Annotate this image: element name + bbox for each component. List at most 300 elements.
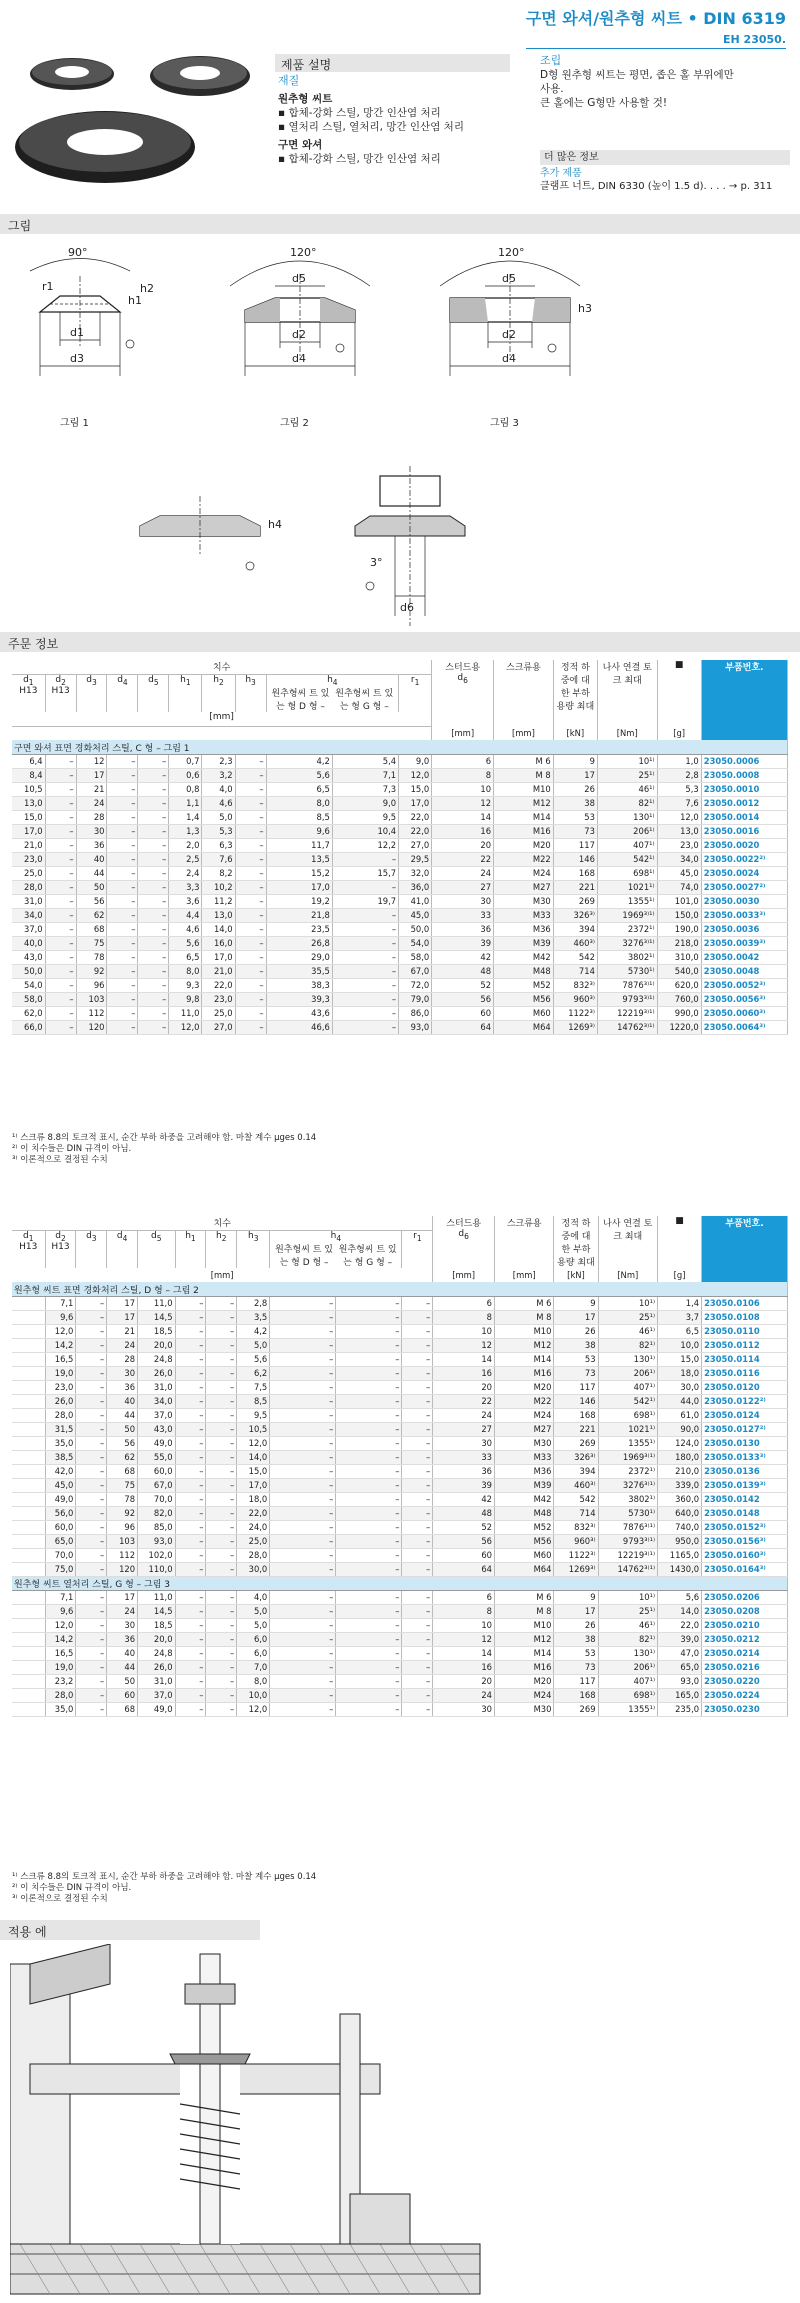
part-number-cell[interactable]: 23050.0152³⁾ — [702, 1520, 788, 1534]
table-cell: 42 — [433, 1492, 495, 1506]
part-number-cell[interactable]: 23050.0148 — [702, 1506, 788, 1520]
table-cell: M14 — [494, 1352, 553, 1366]
more-info-title: 더 많은 정보 — [540, 150, 790, 165]
table-cell: – — [206, 1534, 237, 1548]
table-cell: 10¹⁾ — [597, 754, 657, 768]
table-cell: – — [336, 1506, 402, 1520]
table-cell: 16 — [433, 1366, 495, 1380]
table-cell: 28,0 — [45, 1688, 76, 1702]
table-cell: 221 — [553, 880, 597, 894]
table-cell: – — [270, 1464, 336, 1478]
part-number-cell[interactable]: 23050.0056³⁾ — [701, 992, 787, 1006]
svg-text:d1: d1 — [70, 326, 84, 339]
table-cell: – — [402, 1422, 433, 1436]
table-cell: – — [138, 782, 169, 796]
col-header-h1: $h_1$ — [175, 1230, 206, 1268]
table-cell: 34,0 — [657, 852, 701, 866]
table-cell: 38 — [553, 796, 597, 810]
table-cell: – — [270, 1478, 336, 1492]
table-cell: 49,0 — [138, 1436, 175, 1450]
assembly-heading: 조립 — [540, 54, 562, 67]
table-cell: 6,5 — [169, 950, 202, 964]
table-cell: – — [206, 1422, 237, 1436]
table-cell: 12,0 — [657, 810, 701, 824]
table-cell: – — [206, 1590, 237, 1604]
table-cell: M10 — [494, 782, 554, 796]
table-cell: – — [175, 1492, 206, 1506]
part-number-cell[interactable]: 23050.0060³⁾ — [701, 1006, 787, 1020]
col-header-dims: 치수 — [12, 1216, 433, 1230]
table-row — [12, 992, 788, 1006]
table-cell: – — [107, 824, 138, 838]
table-cell — [12, 1450, 45, 1464]
table-cell: 1,1 — [169, 796, 202, 810]
part-number-cell[interactable]: 23050.0133³⁾ — [702, 1450, 788, 1464]
table-cell: 14762³⁾¹⁾ — [597, 1020, 657, 1034]
table-cell: 25¹⁾ — [597, 768, 657, 782]
table-cell: 714 — [553, 964, 597, 978]
col-header-bolt: 스터드용 $d_6$ — [433, 1216, 495, 1268]
table-cell: 42,0 — [45, 1464, 76, 1478]
table-cell: 55,0 — [138, 1450, 175, 1464]
part-number-cell[interactable]: 23050.0164³⁾ — [702, 1562, 788, 1576]
table-cell: 68 — [76, 922, 107, 936]
table-header-row — [12, 660, 788, 674]
part-number-cell[interactable]: 23050.0136 — [702, 1464, 788, 1478]
table-cell: – — [138, 852, 169, 866]
part-number-cell[interactable]: 23050.0022²⁾ — [701, 852, 787, 866]
order-table-washers — [12, 660, 788, 1035]
part-number-cell[interactable]: 23050.0108 — [702, 1310, 788, 1324]
table-cell: 52 — [432, 978, 494, 992]
part-number-cell[interactable]: 23050.0033³⁾ — [701, 908, 787, 922]
table-cell: – — [107, 768, 138, 782]
table-cell: M30 — [494, 1702, 553, 1716]
table-cell: – — [336, 1366, 402, 1380]
table-cell: – — [175, 1380, 206, 1394]
part-number-cell[interactable]: 23050.0012 — [701, 796, 787, 810]
table-cell: 23,0 — [657, 838, 701, 852]
table-cell: 48 — [433, 1506, 495, 1520]
table-cell: – — [332, 936, 398, 950]
table-cell: 74,0 — [657, 880, 701, 894]
table-cell: 2372¹⁾ — [597, 922, 657, 936]
table-cell: 38 — [554, 1338, 598, 1352]
table-cell: – — [270, 1590, 336, 1604]
part-number-cell[interactable]: 23050.0210 — [702, 1618, 788, 1632]
part-number-cell[interactable]: 23050.0110 — [702, 1324, 788, 1338]
table-cell: 19,0 — [45, 1366, 76, 1380]
table-cell: – — [76, 1660, 107, 1674]
table-cell: 206¹⁾ — [598, 1660, 657, 1674]
table-cell: 9,8 — [169, 992, 202, 1006]
part-number-cell[interactable]: 23050.0014 — [701, 810, 787, 824]
table-cell: 54,0 — [12, 978, 45, 992]
table-cell: – — [332, 992, 398, 1006]
part-number-cell[interactable]: 23050.0064³⁾ — [701, 1020, 787, 1034]
part-number-cell[interactable]: 23050.0122²⁾ — [702, 1394, 788, 1408]
table-row — [12, 1324, 788, 1338]
table-cell: M39 — [494, 1478, 553, 1492]
table-cell: 1220,0 — [657, 1020, 701, 1034]
figures-section-title: 그림 — [0, 214, 800, 234]
part-number-cell[interactable]: 23050.0120 — [702, 1380, 788, 1394]
extra-products-link[interactable]: 클램프 너트, DIN 6330 (높이 1.5 d). . . . → p. 311 — [540, 181, 773, 192]
table-cell: – — [336, 1352, 402, 1366]
table-cell: – — [235, 978, 266, 992]
part-number-cell[interactable]: 23050.0208 — [702, 1604, 788, 1618]
table-cell: 10,0 — [658, 1338, 702, 1352]
part-number-cell[interactable]: 23050.0048 — [701, 964, 787, 978]
table-cell: 760,0 — [657, 992, 701, 1006]
part-number-cell[interactable]: 23050.0016 — [701, 824, 787, 838]
col-header-d5: $d_5$ — [138, 674, 169, 712]
table-cell: M33 — [494, 908, 554, 922]
table-cell: – — [336, 1478, 402, 1492]
table-cell: M30 — [494, 1436, 553, 1450]
table-row — [12, 754, 788, 768]
table-cell: M33 — [494, 1450, 553, 1464]
part-number-cell[interactable]: 23050.0160³⁾ — [702, 1548, 788, 1562]
table-cell: 2,8 — [237, 1296, 270, 1310]
part-number-cell[interactable]: 23050.0212 — [702, 1632, 788, 1646]
table-cell: – — [336, 1562, 402, 1576]
table-cell: 30 — [433, 1436, 495, 1450]
table-cell: M30 — [494, 894, 554, 908]
table-row — [12, 1394, 788, 1408]
col-header-dims: 치수 — [12, 660, 432, 674]
table-cell: 14,0 — [237, 1450, 270, 1464]
table-cell: 24,8 — [138, 1646, 175, 1660]
table-cell: 56 — [107, 1436, 138, 1450]
table-cell: 130¹⁾ — [598, 1646, 657, 1660]
table-cell: 14,2 — [45, 1338, 76, 1352]
table-cell: – — [402, 1352, 433, 1366]
table-cell: 832³⁾ — [553, 978, 597, 992]
part-number-cell[interactable]: 23050.0010 — [701, 782, 787, 796]
header — [526, 6, 786, 49]
table-cell: – — [332, 964, 398, 978]
table-cell: 27,0 — [399, 838, 432, 852]
table-cell: 6,2 — [237, 1366, 270, 1380]
part-number-cell[interactable]: 23050.0027²⁾ — [701, 880, 787, 894]
table-cell: 3,5 — [237, 1310, 270, 1324]
table-cell: 18,0 — [658, 1366, 702, 1380]
table-cell: 206¹⁾ — [598, 1366, 657, 1380]
table-cell: 12219³⁾¹⁾ — [598, 1548, 657, 1562]
table-cell: 14,2 — [45, 1632, 76, 1646]
table-cell: 150,0 — [657, 908, 701, 922]
table-cell: – — [76, 1450, 107, 1464]
part-number-cell[interactable]: 23050.0114 — [702, 1352, 788, 1366]
part-number-cell[interactable]: 23050.0116 — [702, 1366, 788, 1380]
table-cell: 9 — [554, 1590, 598, 1604]
table-cell: – — [270, 1380, 336, 1394]
table-cell: M16 — [494, 1366, 553, 1380]
table-cell: M60 — [494, 1006, 554, 1020]
table-cell: 43,0 — [138, 1422, 175, 1436]
table-cell: 65,0 — [658, 1660, 702, 1674]
table-cell: – — [76, 1618, 107, 1632]
part-number-cell[interactable]: 23050.0006 — [701, 754, 787, 768]
table-cell: – — [336, 1408, 402, 1422]
table-cell: – — [175, 1324, 206, 1338]
table-cell: 30,0 — [237, 1562, 270, 1576]
table-cell — [12, 1590, 45, 1604]
table-cell: 70,0 — [138, 1492, 175, 1506]
table-cell: 30 — [432, 894, 494, 908]
table-cell: 60,0 — [45, 1520, 76, 1534]
part-number-cell[interactable]: 23050.0039³⁾ — [701, 936, 787, 950]
part-number-cell[interactable]: 23050.0206 — [702, 1590, 788, 1604]
table-cell: 117 — [554, 1674, 598, 1688]
table-row — [12, 1352, 788, 1366]
table-cell: – — [76, 1296, 107, 1310]
table-cell: 10,2 — [202, 880, 235, 894]
table-cell: – — [107, 908, 138, 922]
table-cell: – — [206, 1478, 237, 1492]
table-cell: 11,0 — [169, 1006, 202, 1020]
table-cell: – — [76, 1478, 107, 1492]
table-cell: 1,3 — [169, 824, 202, 838]
table-cell: 5730¹⁾ — [597, 964, 657, 978]
table-cell: – — [336, 1660, 402, 1674]
table-cell: – — [45, 908, 76, 922]
col-header-h4: $h_4$ 원추형씨 트 있는 형 D 형 – 원추형씨 트 있는 형 G 형 – — [266, 674, 399, 712]
table-cell: 112 — [76, 1006, 107, 1020]
washer-title: 구면 와셔 — [278, 139, 323, 151]
table-cell: 31,0 — [138, 1674, 175, 1688]
weight-icon: ■ — [658, 1216, 702, 1268]
part-number-cell[interactable]: 23050.0230 — [702, 1702, 788, 1716]
part-number-cell[interactable]: 23050.0214 — [702, 1646, 788, 1660]
table-cell: M24 — [494, 1688, 553, 1702]
table-cell: – — [138, 936, 169, 950]
table-cell: – — [76, 1422, 107, 1436]
table-cell: 5,4 — [332, 754, 398, 768]
part-number-cell[interactable]: 23050.0124 — [702, 1408, 788, 1422]
table-cell: – — [76, 1548, 107, 1562]
col-header-d3: $d_3$ — [76, 674, 107, 712]
table-cell: M48 — [494, 964, 554, 978]
table-cell: 24,8 — [138, 1352, 175, 1366]
table-cell: 12219³⁾¹⁾ — [597, 1006, 657, 1020]
table-cell: 34,0 — [12, 908, 45, 922]
part-number-cell[interactable]: 23050.0127²⁾ — [702, 1422, 788, 1436]
table-cell: 14,0 — [658, 1604, 702, 1618]
table-cell — [12, 1548, 45, 1562]
table-cell: 168 — [554, 1688, 598, 1702]
table-cell: – — [270, 1436, 336, 1450]
table-cell: – — [107, 978, 138, 992]
table-cell — [12, 1380, 45, 1394]
svg-text:d3: d3 — [70, 352, 84, 365]
table-cell — [12, 1674, 45, 1688]
table-cell: 17,0 — [202, 950, 235, 964]
col-header-d5: $d_5$ — [138, 1230, 175, 1268]
part-number-cell[interactable]: 23050.0052³⁾ — [701, 978, 787, 992]
part-number-cell[interactable]: 23050.0036 — [701, 922, 787, 936]
footnotes-1 — [12, 1133, 316, 1166]
svg-text:d5: d5 — [292, 272, 306, 285]
table-cell: 6 — [433, 1296, 495, 1310]
table-cell: M42 — [494, 950, 554, 964]
part-number-cell[interactable]: 23050.0142 — [702, 1492, 788, 1506]
table-cell: – — [402, 1548, 433, 1562]
part-number-cell[interactable]: 23050.0020 — [701, 838, 787, 852]
table-cell: 6,4 — [12, 754, 45, 768]
table-cell: – — [45, 992, 76, 1006]
table-cell: 75 — [107, 1478, 138, 1492]
table-cell: 1355¹⁾ — [598, 1436, 657, 1450]
col-header-r1: $r_1$ — [399, 674, 432, 712]
table-cell: 58,0 — [399, 950, 432, 964]
col-header-d2: $d_2$ H13 — [45, 674, 76, 712]
table-cell: M14 — [494, 1646, 553, 1660]
table-cell: – — [402, 1590, 433, 1604]
category-row: 원추형 씨트 표면 경화처리 스틸, D 형 – 그림 2 — [12, 1282, 788, 1296]
table-cell: – — [175, 1422, 206, 1436]
table-cell: 43,0 — [12, 950, 45, 964]
table-cell: 1122³⁾ — [553, 1006, 597, 1020]
figure-3-drawing — [440, 246, 592, 376]
table-cell: 22,0 — [237, 1506, 270, 1520]
table-cell: 1269³⁾ — [554, 1562, 598, 1576]
table-cell: 33 — [432, 908, 494, 922]
table-cell: 9793³⁾¹⁾ — [598, 1534, 657, 1548]
part-number-cell[interactable]: 23050.0139³⁾ — [702, 1478, 788, 1492]
table-cell: 407¹⁾ — [598, 1674, 657, 1688]
table-row — [12, 1492, 788, 1506]
part-number-cell[interactable]: 23050.0008 — [701, 768, 787, 782]
table-cell: – — [138, 796, 169, 810]
table-cell: 24 — [432, 866, 494, 880]
part-number-cell[interactable]: 23050.0042 — [701, 950, 787, 964]
part-number-cell[interactable]: 23050.0106 — [702, 1296, 788, 1310]
table-cell: – — [175, 1338, 206, 1352]
table-cell: 13,0 — [202, 908, 235, 922]
table-cell: 93,0 — [399, 1020, 432, 1034]
table-cell: – — [336, 1688, 402, 1702]
table-row — [12, 1464, 788, 1478]
table-cell: 950,0 — [658, 1534, 702, 1548]
table-cell: 10¹⁾ — [598, 1590, 657, 1604]
part-number-cell[interactable]: 23050.0216 — [702, 1660, 788, 1674]
table-cell: 17 — [554, 1310, 598, 1324]
table-cell: – — [175, 1310, 206, 1324]
table-cell: – — [336, 1380, 402, 1394]
table-cell: 12 — [433, 1632, 495, 1646]
table-cell: M 8 — [494, 1310, 553, 1324]
table-cell: 5,0 — [202, 810, 235, 824]
table-cell: 29,5 — [399, 852, 432, 866]
table-cell: 12,0 — [169, 1020, 202, 1034]
table-row — [12, 880, 788, 894]
table-cell: 15,2 — [266, 866, 332, 880]
table-cell: 206¹⁾ — [597, 824, 657, 838]
table-cell: – — [402, 1296, 433, 1310]
table-cell — [12, 1436, 45, 1450]
table-cell: – — [45, 824, 76, 838]
table-cell: 23,2 — [45, 1674, 76, 1688]
part-number-cell[interactable]: 23050.0112 — [702, 1338, 788, 1352]
table-cell: 43,6 — [266, 1006, 332, 1020]
table-cell: 6,3 — [202, 838, 235, 852]
table-cell: M22 — [494, 1394, 553, 1408]
table-cell: – — [402, 1338, 433, 1352]
svg-text:d4: d4 — [502, 352, 516, 365]
table-cell: 26,0 — [45, 1394, 76, 1408]
table-cell: 9,5 — [237, 1408, 270, 1422]
part-number-cell[interactable]: 23050.0030 — [701, 894, 787, 908]
table-cell: 53 — [554, 1352, 598, 1366]
table-cell: 832³⁾ — [554, 1520, 598, 1534]
table-row — [12, 978, 788, 992]
table-cell: M12 — [494, 1338, 553, 1352]
table-cell: 10,5 — [12, 782, 45, 796]
table-cell: – — [336, 1632, 402, 1646]
svg-text:h4: h4 — [268, 518, 282, 531]
part-number-cell[interactable]: 23050.0156³⁾ — [702, 1534, 788, 1548]
table-row — [12, 1604, 788, 1618]
part-number-cell[interactable]: 23050.0220 — [702, 1674, 788, 1688]
table-row — [12, 1020, 788, 1034]
table-cell: – — [175, 1674, 206, 1688]
footnote: ¹⁾ 스크류 8.8의 토크적 표시, 순간 부하 하중을 고려해야 함. 마찰 계수 μges 0.14 — [12, 1133, 317, 1143]
table-cell: – — [107, 754, 138, 768]
table-cell: 740,0 — [658, 1520, 702, 1534]
part-number-cell[interactable]: 23050.0130 — [702, 1436, 788, 1450]
table-cell: 42 — [432, 950, 494, 964]
table-cell: 93,0 — [138, 1534, 175, 1548]
table-cell: – — [235, 992, 266, 1006]
table-cell: 1969³⁾¹⁾ — [597, 908, 657, 922]
table-cell: 2,3 — [202, 754, 235, 768]
table-cell: 3276³⁾¹⁾ — [597, 936, 657, 950]
table-cell: – — [402, 1660, 433, 1674]
table-cell: 7,1 — [332, 768, 398, 782]
table-cell: – — [402, 1632, 433, 1646]
table-cell: 12 — [76, 754, 107, 768]
part-number-cell[interactable]: 23050.0224 — [702, 1688, 788, 1702]
table-cell: – — [76, 1324, 107, 1338]
table-cell: 30 — [433, 1702, 495, 1716]
table-cell: – — [206, 1604, 237, 1618]
svg-text:d4: d4 — [292, 352, 306, 365]
table-cell — [12, 1366, 45, 1380]
table-cell: 168 — [553, 866, 597, 880]
table-cell: M56 — [494, 992, 554, 1006]
table-cell: 25¹⁾ — [598, 1604, 657, 1618]
table-cell: 73 — [554, 1366, 598, 1380]
table-cell: 22,0 — [399, 810, 432, 824]
table-cell: 96 — [76, 978, 107, 992]
table-cell: – — [235, 796, 266, 810]
table-cell: 38,3 — [266, 978, 332, 992]
table-cell: – — [235, 950, 266, 964]
table-cell: 16,5 — [45, 1352, 76, 1366]
table-row — [12, 1338, 788, 1352]
table-cell: 25,0 — [202, 1006, 235, 1020]
table-cell — [12, 1506, 45, 1520]
table-cell: 45,0 — [399, 908, 432, 922]
table-cell: M12 — [494, 1632, 553, 1646]
table-cell: – — [76, 1590, 107, 1604]
table-cell: – — [175, 1436, 206, 1450]
table-cell: 65,0 — [45, 1534, 76, 1548]
table-cell: – — [336, 1548, 402, 1562]
part-number-cell[interactable]: 23050.0024 — [701, 866, 787, 880]
